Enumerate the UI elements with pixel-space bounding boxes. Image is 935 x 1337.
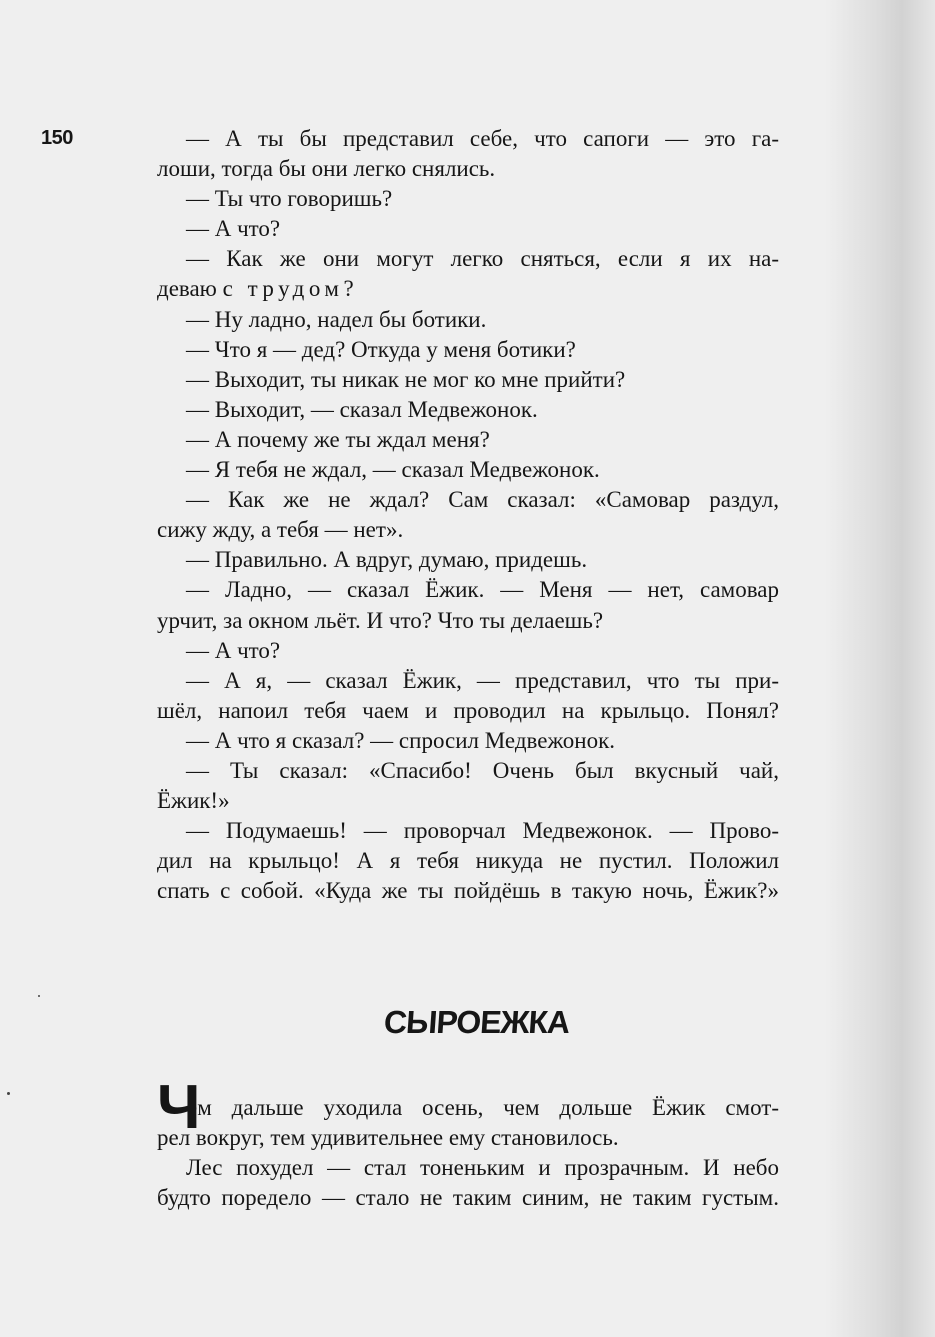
line-text: урчит, за окном льёт. И что? Что ты делаешь? bbox=[157, 607, 604, 633]
text-line: будто поредело — стало не таким синим, не таким густым. bbox=[157, 1185, 779, 1211]
text-line bbox=[157, 244, 779, 274]
drop-cap: Ч bbox=[157, 1073, 201, 1142]
text-line bbox=[157, 365, 779, 395]
text-line bbox=[157, 786, 779, 816]
line-text: — Выходит, ты никак не мог ко мне прийти? bbox=[186, 366, 626, 392]
text-line bbox=[157, 184, 779, 214]
text-line bbox=[157, 545, 779, 575]
line-text: деваю bbox=[157, 276, 223, 302]
text-line bbox=[157, 515, 779, 545]
text-line bbox=[157, 876, 779, 906]
scan-speck bbox=[38, 995, 40, 997]
line-text: — Я тебя не ждал, — сказал Медвежонок. bbox=[186, 457, 600, 483]
story-text bbox=[157, 1073, 779, 1213]
line-text: — Правильно. А вдруг, думаю, придешь. bbox=[186, 547, 588, 573]
page-number: 150 bbox=[41, 127, 73, 149]
line-text: — А что я сказал? — спросил Медвежонок. bbox=[186, 727, 616, 753]
text-line bbox=[157, 816, 779, 846]
line-text: ? bbox=[343, 276, 354, 302]
line-text: — Как же не ждал? Сам сказал: «Самовар раздул, bbox=[186, 487, 779, 513]
line-text: — А что? bbox=[186, 216, 281, 242]
text-line bbox=[157, 756, 779, 786]
text-line bbox=[157, 395, 779, 425]
line-text: — Что я — дед? Откуда у меня ботики? bbox=[186, 336, 576, 362]
text-line bbox=[157, 636, 779, 666]
text-line bbox=[157, 696, 779, 726]
text-line bbox=[157, 124, 779, 154]
text-line bbox=[157, 575, 779, 605]
text-line bbox=[157, 846, 779, 876]
line-text: — Ты что говоришь? bbox=[186, 186, 393, 212]
scan-speck bbox=[7, 1092, 10, 1095]
text-line bbox=[157, 335, 779, 365]
line-text: шёл, напоил тебя чаем и проводил на крыльцо. Понял? bbox=[157, 697, 779, 723]
line-text: — А что? bbox=[186, 637, 281, 663]
line-text: — А ты бы представил себе, что сапоги — это га- bbox=[186, 126, 779, 151]
text-line bbox=[157, 726, 779, 756]
line-text: — Подумаешь! — проворчал Медвежонок. — Прово- bbox=[186, 818, 779, 844]
line-text: сижу жду, а тебя — нет». bbox=[157, 517, 404, 543]
text-line bbox=[157, 606, 779, 636]
text-line: Лес похудел — стал тоненьким и прозрачным. И небо bbox=[186, 1155, 779, 1181]
text-line: ем дальше уходила осень, чем дольше Ёжик смот- bbox=[187, 1095, 779, 1120]
line-text: — Как же они могут легко сняться, если я их на- bbox=[186, 246, 779, 272]
line-text: спать с собой. «Куда же ты пойдёшь в такую ночь, Ёжик?» bbox=[157, 878, 779, 904]
text-line: рел вокруг, тем удивительнее ему становилось. bbox=[157, 1125, 619, 1151]
text-line bbox=[157, 154, 779, 184]
text-line bbox=[157, 274, 779, 304]
text-line bbox=[157, 425, 779, 455]
story-title: СЫРОЕЖКА bbox=[382, 1004, 571, 1040]
dialogue-text bbox=[157, 124, 779, 906]
text-line bbox=[157, 214, 779, 244]
text-line bbox=[157, 666, 779, 696]
line-text: — А почему же ты ждал меня? bbox=[186, 426, 490, 452]
line-text: — Ладно, — сказал Ёжик. — Меня — нет, самовар bbox=[186, 577, 779, 603]
text-line bbox=[157, 305, 779, 335]
line-text: лоши, тогда бы они легко снялись. bbox=[157, 156, 496, 182]
line-text: дил на крыльцо! А я тебя никуда не пустил. Положил bbox=[157, 848, 779, 874]
line-text: — Ты сказал: «Спасибо! Очень был вкусный чай, bbox=[186, 757, 779, 783]
line-text: — Ну ладно, надел бы ботики. bbox=[186, 306, 487, 332]
line-text: — Выходит, — сказал Медвежонок. bbox=[186, 396, 538, 422]
text-line bbox=[157, 455, 779, 485]
page-edge-shadow bbox=[825, 0, 935, 1337]
line-text: — А я, — сказал Ёжик, — представил, что ты при- bbox=[186, 667, 779, 693]
text-line bbox=[157, 485, 779, 515]
line-text: Ёжик!» bbox=[157, 788, 230, 814]
emphasized-word: с трудом bbox=[222, 276, 344, 302]
